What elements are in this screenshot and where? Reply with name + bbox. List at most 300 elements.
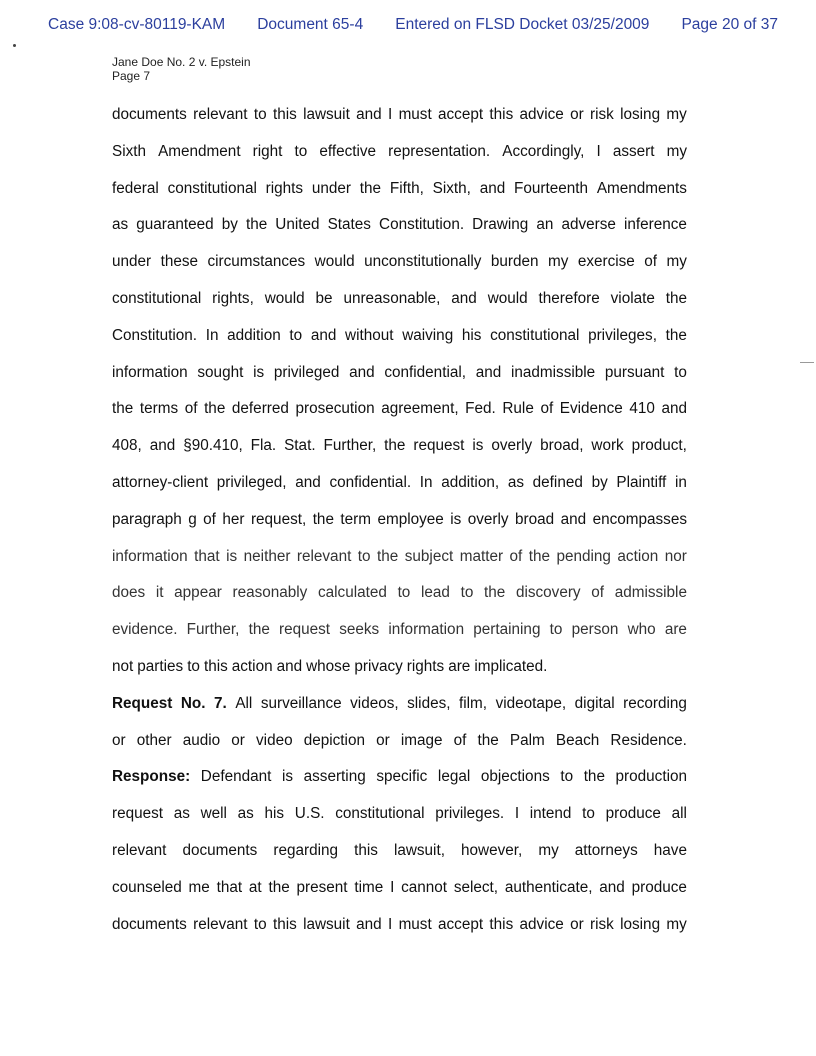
word: and xyxy=(295,473,321,491)
text-line xyxy=(112,796,687,833)
text-line xyxy=(112,355,687,392)
word: 408, xyxy=(112,437,142,455)
word: have xyxy=(653,841,687,859)
word: and xyxy=(356,106,382,123)
text-line xyxy=(112,465,687,502)
word: matter xyxy=(459,547,504,565)
word: this xyxy=(354,841,378,859)
word: Amendments xyxy=(596,179,687,197)
bold-lead-word: 7. xyxy=(214,694,227,712)
scan-edge-mark xyxy=(800,362,814,363)
word: rights xyxy=(406,657,445,675)
word: nor xyxy=(664,547,687,565)
word: request, xyxy=(250,510,307,528)
word: would xyxy=(487,289,528,307)
word: production xyxy=(615,768,687,786)
word: information xyxy=(112,547,188,565)
text-line xyxy=(112,281,687,318)
word: attorneys xyxy=(574,841,638,859)
word: therefore xyxy=(538,289,600,307)
word: United xyxy=(275,216,320,234)
word: pertaining xyxy=(473,621,541,639)
word: privileged, xyxy=(216,473,287,491)
word: whose xyxy=(306,657,351,675)
word: advice xyxy=(519,106,564,123)
word: intend xyxy=(529,805,572,823)
word: and xyxy=(661,400,687,418)
word: my xyxy=(666,142,687,160)
word: losing xyxy=(620,106,661,123)
word: U.S. xyxy=(294,805,325,823)
word: the xyxy=(583,768,605,786)
page-label: Page 7 xyxy=(112,69,151,83)
text-line xyxy=(112,502,687,539)
text-line xyxy=(112,171,687,208)
word: In xyxy=(419,473,433,491)
word: to xyxy=(560,768,574,786)
word: privileged xyxy=(273,363,340,381)
bold-lead-word: No. xyxy=(180,694,206,712)
word: to xyxy=(187,657,200,675)
word: reasonably xyxy=(232,584,308,602)
word: pursuant xyxy=(604,363,665,381)
word: adverse xyxy=(561,216,616,234)
word: Beach xyxy=(555,731,600,749)
word: Sixth, xyxy=(432,179,471,197)
word: film, xyxy=(459,694,488,712)
word: the xyxy=(484,584,506,602)
word: rights xyxy=(265,179,304,197)
word: Further, xyxy=(323,437,377,455)
word: to xyxy=(397,584,411,602)
word: paragraph xyxy=(112,510,182,528)
word: Fifth, xyxy=(389,179,424,197)
word: Palm xyxy=(509,731,545,749)
word: risk xyxy=(590,915,614,933)
word: or xyxy=(112,731,126,749)
word: and xyxy=(451,289,477,307)
word: lawsuit, xyxy=(393,841,445,859)
word: and xyxy=(276,657,303,675)
word: is xyxy=(450,510,462,528)
word: not xyxy=(112,657,134,675)
word: to xyxy=(253,915,267,933)
word: and xyxy=(310,326,337,344)
word: the xyxy=(665,289,687,307)
word: documents xyxy=(112,106,187,123)
word: as xyxy=(237,805,254,823)
word: and xyxy=(475,363,502,381)
word: the xyxy=(245,216,268,234)
word: video xyxy=(256,731,293,749)
text-line xyxy=(112,539,687,576)
word: present xyxy=(296,878,348,896)
word: federal xyxy=(112,179,159,197)
word: of xyxy=(540,400,554,418)
word: this xyxy=(272,106,297,123)
docket-case-number: Case 9:08-cv-80119-KAM xyxy=(48,16,226,33)
word: as xyxy=(112,216,129,234)
word: unreasonable, xyxy=(343,289,441,307)
word: constitutional xyxy=(335,805,425,823)
word: inadmissible xyxy=(511,363,596,381)
word: be xyxy=(315,289,333,307)
text-line xyxy=(112,612,687,649)
word: well xyxy=(200,805,227,823)
word: lead xyxy=(421,584,450,602)
word: the xyxy=(204,400,226,418)
word: slides, xyxy=(407,694,451,712)
word: losing xyxy=(620,915,661,933)
word: and xyxy=(599,878,625,896)
word: employee xyxy=(377,510,444,528)
text-line xyxy=(112,391,687,428)
word: addition, xyxy=(441,473,500,491)
word: constitutional xyxy=(490,326,580,344)
word: attorney-client xyxy=(112,473,209,491)
word: by xyxy=(221,216,238,234)
word: produce xyxy=(605,805,661,823)
word: me xyxy=(188,878,210,896)
word: that xyxy=(194,547,220,565)
word: is xyxy=(281,768,294,786)
word: the xyxy=(359,179,382,197)
word: assert xyxy=(612,142,655,160)
word: surveillance xyxy=(260,694,342,712)
word: confidential. xyxy=(329,473,412,491)
word: image xyxy=(400,731,443,749)
bold-lead-word: Response: xyxy=(112,768,191,786)
word: agreement, xyxy=(381,400,459,418)
word: pending xyxy=(556,547,611,565)
word: calculated xyxy=(318,584,387,602)
word: deferred xyxy=(231,400,289,418)
word: Constitution. xyxy=(379,216,465,234)
word: his xyxy=(264,805,285,823)
text-line xyxy=(112,244,687,281)
word: of xyxy=(184,400,198,418)
word: or xyxy=(570,106,584,123)
word: information xyxy=(388,621,465,639)
word: of xyxy=(591,584,605,602)
word: neither xyxy=(243,547,291,565)
word: request xyxy=(279,621,331,639)
word: rights, xyxy=(212,289,254,307)
word: Sixth xyxy=(112,142,147,160)
word: I xyxy=(390,878,395,896)
text-line xyxy=(112,649,687,686)
word: sought xyxy=(197,363,244,381)
word: right xyxy=(252,142,283,160)
word: legal xyxy=(437,768,471,786)
word: the xyxy=(528,547,551,565)
word: this xyxy=(489,915,514,933)
word: States xyxy=(327,216,371,234)
word: Residence. xyxy=(610,731,687,749)
word: an xyxy=(536,216,554,234)
word: Fed. xyxy=(465,400,496,418)
word: g xyxy=(188,510,197,528)
word: depiction xyxy=(303,731,365,749)
word: my xyxy=(666,253,687,271)
word: I xyxy=(514,805,520,823)
word: confidential, xyxy=(384,363,466,381)
word: that xyxy=(216,878,243,896)
word: to xyxy=(582,805,595,823)
word: is xyxy=(226,547,238,565)
word: the xyxy=(377,547,399,565)
word: is xyxy=(472,437,484,455)
word: or xyxy=(376,731,390,749)
word: would xyxy=(314,253,355,271)
word: digital xyxy=(574,694,615,712)
word: this xyxy=(203,657,228,675)
word: my xyxy=(538,841,559,859)
word: constitutional xyxy=(167,179,257,197)
word: in xyxy=(675,473,687,491)
word: are xyxy=(664,621,687,639)
word: my xyxy=(666,106,687,123)
word: Rule xyxy=(502,400,534,418)
word: Plaintiff xyxy=(616,473,667,491)
word: privileges. xyxy=(435,805,505,823)
word: regarding xyxy=(273,841,339,859)
word: the xyxy=(268,878,290,896)
word: the xyxy=(112,400,134,418)
word: to xyxy=(357,547,371,565)
word: circumstances xyxy=(207,253,306,271)
word: to xyxy=(253,106,267,123)
word: cannot xyxy=(401,878,448,896)
docket-page-number: Page 20 of 37 xyxy=(681,16,778,33)
word: parties xyxy=(137,657,184,675)
word: subject xyxy=(404,547,454,565)
word: and xyxy=(560,510,587,528)
word: constitutional xyxy=(112,289,202,307)
word: relevant xyxy=(193,106,248,123)
word: must xyxy=(398,106,432,123)
word: privileges, xyxy=(588,326,657,344)
text-line xyxy=(112,723,687,760)
word: this xyxy=(489,106,514,123)
word: relevant xyxy=(193,915,248,933)
body-text xyxy=(112,97,687,943)
word: the xyxy=(477,731,499,749)
word: information xyxy=(112,363,188,381)
word: risk xyxy=(590,106,614,123)
text-line xyxy=(112,318,687,355)
word: prosecution xyxy=(295,400,375,418)
docket-entered-date: Entered on FLSD Docket 03/25/2009 xyxy=(395,16,650,33)
word: relevant xyxy=(112,841,167,859)
word: Fourteenth xyxy=(514,179,589,197)
word: to xyxy=(674,363,687,381)
case-caption: Jane Doe No. 2 v. Epstein xyxy=(112,55,251,69)
word: waiving xyxy=(402,326,454,344)
word: as xyxy=(173,805,190,823)
text-line xyxy=(112,833,687,870)
word: and xyxy=(479,179,506,197)
word: unconstitutionally xyxy=(364,253,482,271)
word: request xyxy=(112,805,164,823)
word: overly xyxy=(467,510,509,528)
word: inference xyxy=(623,216,687,234)
word: broad xyxy=(515,510,555,528)
text-line xyxy=(112,134,687,171)
word: the xyxy=(248,621,270,639)
word: and xyxy=(349,363,375,381)
scan-speck xyxy=(13,44,16,47)
word: guaranteed xyxy=(136,216,214,234)
word: Further, xyxy=(186,621,240,639)
word: Stat. xyxy=(284,437,316,455)
word: terms xyxy=(139,400,179,418)
word: to xyxy=(549,621,563,639)
word: product, xyxy=(631,437,687,455)
word: to xyxy=(289,326,303,344)
word: evidence. xyxy=(112,621,178,639)
word: Evidence xyxy=(559,400,623,418)
word: of xyxy=(203,510,216,528)
word: admissible xyxy=(614,584,687,602)
word: accept xyxy=(438,106,484,123)
word: Defendant xyxy=(200,768,272,786)
word: request xyxy=(413,437,465,455)
word: my xyxy=(548,253,569,271)
word: In xyxy=(205,326,219,344)
word: and xyxy=(356,915,382,933)
text-line xyxy=(112,575,687,612)
text-line xyxy=(112,97,687,134)
word: overly xyxy=(491,437,533,455)
docket-document-number: Document 65-4 xyxy=(257,16,364,33)
word: videotape, xyxy=(495,694,567,712)
word: Constitution. xyxy=(112,326,198,344)
bold-lead-word: Request xyxy=(112,694,173,712)
word: effective xyxy=(319,142,377,160)
word: must xyxy=(398,915,432,933)
text-line xyxy=(112,870,687,907)
word: implicated. xyxy=(474,657,548,675)
word: discovery xyxy=(515,584,581,602)
word: it xyxy=(155,584,164,602)
word: All xyxy=(235,694,253,712)
word: does xyxy=(112,584,146,602)
word: I xyxy=(596,142,601,160)
word: work xyxy=(591,437,624,455)
text-line xyxy=(112,207,687,244)
word: would xyxy=(264,289,305,307)
word: videos, xyxy=(350,694,399,712)
word: under xyxy=(311,179,351,197)
word: I xyxy=(388,915,393,933)
word: by xyxy=(591,473,608,491)
word: Fla. xyxy=(250,437,277,455)
word: documents xyxy=(182,841,258,859)
word: representation. xyxy=(388,142,491,160)
text-line xyxy=(112,907,687,944)
word: documents xyxy=(112,915,187,933)
word: of xyxy=(453,731,467,749)
word: Drawing xyxy=(472,216,529,234)
page-header xyxy=(112,55,251,83)
text-line xyxy=(112,759,687,796)
word: of xyxy=(644,253,658,271)
word: or xyxy=(231,731,245,749)
word: §90.410, xyxy=(183,437,243,455)
word: is xyxy=(253,363,265,381)
word: of xyxy=(509,547,523,565)
word: appear xyxy=(174,584,222,602)
word: as xyxy=(507,473,524,491)
word: person xyxy=(571,621,619,639)
word: privacy xyxy=(354,657,403,675)
word: exercise xyxy=(577,253,635,271)
word: under xyxy=(112,253,152,271)
word: her xyxy=(222,510,245,528)
word: these xyxy=(160,253,198,271)
word: Accordingly, xyxy=(502,142,585,160)
word: time xyxy=(354,878,384,896)
word: lawsuit xyxy=(303,106,350,123)
word: who xyxy=(627,621,656,639)
word: encompasses xyxy=(592,510,687,528)
word: asserting xyxy=(303,768,366,786)
word: other xyxy=(136,731,172,749)
word: the xyxy=(665,326,687,344)
word: specific xyxy=(376,768,428,786)
word: advice xyxy=(519,915,564,933)
word: his xyxy=(461,326,482,344)
word: to xyxy=(460,584,474,602)
word: this xyxy=(272,915,297,933)
word: addition xyxy=(227,326,281,344)
word: all xyxy=(671,805,687,823)
word: objections xyxy=(480,768,550,786)
word: counseled xyxy=(112,878,182,896)
word: seeks xyxy=(339,621,380,639)
word: broad, xyxy=(540,437,584,455)
word: accept xyxy=(438,915,484,933)
word: produce xyxy=(631,878,687,896)
word: however, xyxy=(461,841,523,859)
word: and xyxy=(149,437,176,455)
word: defined xyxy=(532,473,583,491)
text-line xyxy=(112,686,687,723)
docket-stamp xyxy=(48,16,778,34)
text-line xyxy=(112,428,687,465)
word: relevant xyxy=(296,547,352,565)
word: recording xyxy=(623,694,687,712)
word: action xyxy=(617,547,659,565)
word: the xyxy=(384,437,406,455)
word: violate xyxy=(610,289,655,307)
word: action xyxy=(231,657,273,675)
word: the xyxy=(312,510,334,528)
word: 410 xyxy=(629,400,655,418)
word: without xyxy=(345,326,394,344)
word: audio xyxy=(182,731,221,749)
word: term xyxy=(340,510,372,528)
word: at xyxy=(248,878,262,896)
word: I xyxy=(388,106,393,123)
word: to xyxy=(294,142,308,160)
word: or xyxy=(570,915,584,933)
word: are xyxy=(448,657,471,675)
word: my xyxy=(666,915,687,933)
word: select, xyxy=(453,878,499,896)
word: lawsuit xyxy=(303,915,350,933)
